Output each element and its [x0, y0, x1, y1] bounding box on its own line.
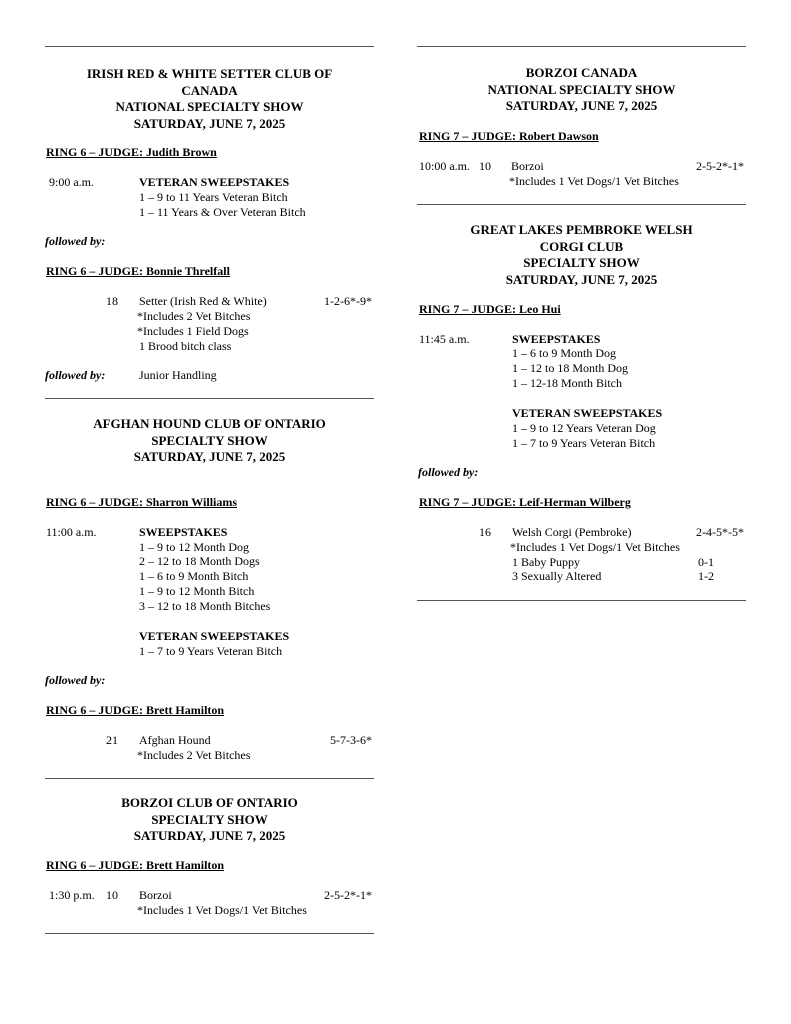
followed-by-label: followed by:: [45, 234, 106, 248]
followed-by-label: followed by:: [45, 368, 106, 382]
entry-breakdown: 5-7-3-6*: [330, 733, 372, 747]
heading-line: BORZOI CANADA: [525, 65, 638, 80]
entry-breakdown: 2-5-2*-1*: [324, 888, 372, 902]
ring-judge-heading: RING 6 – JUDGE: Judith Brown: [46, 145, 217, 159]
class-line: 1 – 7 to 9 Years Veteran Bitch: [139, 644, 283, 658]
breed-name: Borzoi: [139, 888, 172, 902]
ring-judge-heading: RING 7 – JUDGE: Robert Dawson: [419, 129, 599, 143]
show-heading-borzoi-canada: [417, 65, 746, 115]
show-time: 9:00 a.m.: [49, 175, 94, 189]
sweepstakes-title: SWEEPSTAKES: [139, 525, 228, 539]
show-time: 11:00 a.m.: [46, 525, 97, 539]
note-line: *Includes 2 Vet Bitches: [137, 748, 251, 762]
veteran-sweepstakes-title: VETERAN SWEEPSTAKES: [512, 406, 663, 420]
class-line: 1 – 11 Years & Over Veteran Bitch: [139, 205, 306, 219]
divider: [417, 600, 746, 601]
show-heading-corgi: [417, 222, 746, 288]
entry-count: 10: [106, 888, 118, 902]
class-line: 1 – 9 to 12 Years Veteran Dog: [512, 421, 656, 435]
heading-line: SATURDAY, JUNE 7, 2025: [505, 98, 658, 113]
heading-line: SPECIALTY SHOW: [523, 255, 640, 270]
show-heading-borzoi-ontario: [45, 795, 374, 845]
class-line: 1 Baby Puppy: [512, 555, 581, 569]
heading-line: AFGHAN HOUND CLUB OF ONTARIO: [93, 416, 326, 431]
followed-by-label: followed by:: [45, 673, 106, 687]
ring-judge-heading: RING 7 – JUDGE: Leif-Herman Wilberg: [419, 495, 631, 509]
breed-name: Welsh Corgi (Pembroke): [512, 525, 632, 539]
class-breakdown: 0-1: [698, 555, 714, 569]
class-line: 2 – 12 to 18 Month Dogs: [139, 554, 260, 568]
ring-judge-heading: RING 6 – JUDGE: Bonnie Threlfall: [46, 264, 230, 278]
note-line: *Includes 1 Field Dogs: [137, 324, 249, 338]
divider: [45, 46, 374, 47]
heading-line: IRISH RED & WHITE SETTER CLUB OF: [86, 66, 333, 81]
show-heading-afghan: [45, 416, 374, 466]
heading-line: SPECIALTY SHOW: [151, 811, 268, 827]
junior-handling: Junior Handling: [139, 368, 217, 382]
heading-line: SATURDAY, JUNE 7, 2025: [133, 449, 286, 464]
breed-name: Borzoi: [511, 159, 544, 173]
breed-name: Setter (Irish Red & White): [139, 294, 267, 308]
show-heading-irish-setter: [45, 66, 374, 132]
entry-count: 10: [479, 159, 491, 173]
class-breakdown: 1-2: [698, 569, 714, 583]
show-time: 1:30 p.m.: [49, 888, 95, 902]
ring-judge-heading: RING 6 – JUDGE: Brett Hamilton: [46, 703, 225, 717]
divider: [45, 778, 374, 779]
class-line: 1 – 12-18 Month Bitch: [512, 376, 622, 390]
veteran-sweepstakes-title: VETERAN SWEEPSTAKES: [139, 629, 290, 643]
heading-line: SATURDAY, JUNE 7, 2025: [133, 828, 286, 843]
ring-judge-heading: RING 6 – JUDGE: Brett Hamilton: [46, 858, 225, 872]
note-line: 1 Brood bitch class: [139, 339, 232, 353]
class-line: 3 Sexually Altered: [512, 569, 602, 583]
show-time: 10:00 a.m.: [419, 159, 470, 173]
heading-line: NATIONAL SPECIALTY SHOW: [487, 81, 676, 97]
class-line: 1 – 9 to 12 Month Dog: [139, 540, 250, 554]
show-time: 11:45 a.m.: [419, 332, 470, 346]
breed-name: Afghan Hound: [139, 733, 211, 747]
class-line: 1 – 9 to 12 Month Bitch: [139, 584, 255, 598]
class-line: 1 – 7 to 9 Years Veteran Bitch: [512, 436, 656, 450]
ring-judge-heading: RING 7 – JUDGE: Leo Hui: [419, 302, 561, 316]
divider: [417, 46, 746, 47]
entry-count: 18: [106, 294, 118, 308]
heading-line: NATIONAL SPECIALTY SHOW: [115, 99, 304, 114]
entry-breakdown: 1-2-6*-9*: [324, 294, 372, 308]
note-line: *Includes 1 Vet Dogs/1 Vet Bitches: [509, 174, 679, 188]
note-line: *Includes 2 Vet Bitches: [137, 309, 251, 323]
entry-breakdown: 2-4-5*-5*: [696, 525, 744, 539]
sweepstakes-title: SWEEPSTAKES: [512, 332, 601, 346]
entry-count: 16: [479, 525, 491, 539]
heading-line: CANADA: [181, 82, 238, 98]
followed-by-label: followed by:: [418, 465, 479, 479]
heading-line: SPECIALTY SHOW: [151, 432, 268, 448]
heading-line: GREAT LAKES PEMBROKE WELSH: [470, 222, 693, 237]
note-line: *Includes 1 Vet Dogs/1 Vet Bitches: [510, 540, 680, 554]
ring-judge-heading: RING 6 – JUDGE: Sharron Williams: [46, 495, 238, 509]
heading-line: CORGI CLUB: [539, 238, 624, 254]
entry-breakdown: 2-5-2*-1*: [696, 159, 744, 173]
sweepstakes-title: VETERAN SWEEPSTAKES: [139, 175, 290, 189]
divider: [417, 204, 746, 205]
divider: [45, 933, 374, 934]
class-line: 1 – 6 to 9 Month Dog: [512, 346, 617, 360]
heading-line: SATURDAY, JUNE 7, 2025: [133, 115, 286, 131]
class-line: 3 – 12 to 18 Month Bitches: [139, 599, 271, 613]
entry-count: 21: [106, 733, 118, 747]
heading-line: BORZOI CLUB OF ONTARIO: [121, 795, 298, 810]
divider: [45, 398, 374, 399]
heading-line: SATURDAY, JUNE 7, 2025: [505, 271, 658, 287]
class-line: 1 – 6 to 9 Month Bitch: [139, 569, 249, 583]
note-line: *Includes 1 Vet Dogs/1 Vet Bitches: [137, 903, 307, 917]
class-line: 1 – 9 to 11 Years Veteran Bitch: [139, 190, 288, 204]
class-line: 1 – 12 to 18 Month Dog: [512, 361, 629, 375]
